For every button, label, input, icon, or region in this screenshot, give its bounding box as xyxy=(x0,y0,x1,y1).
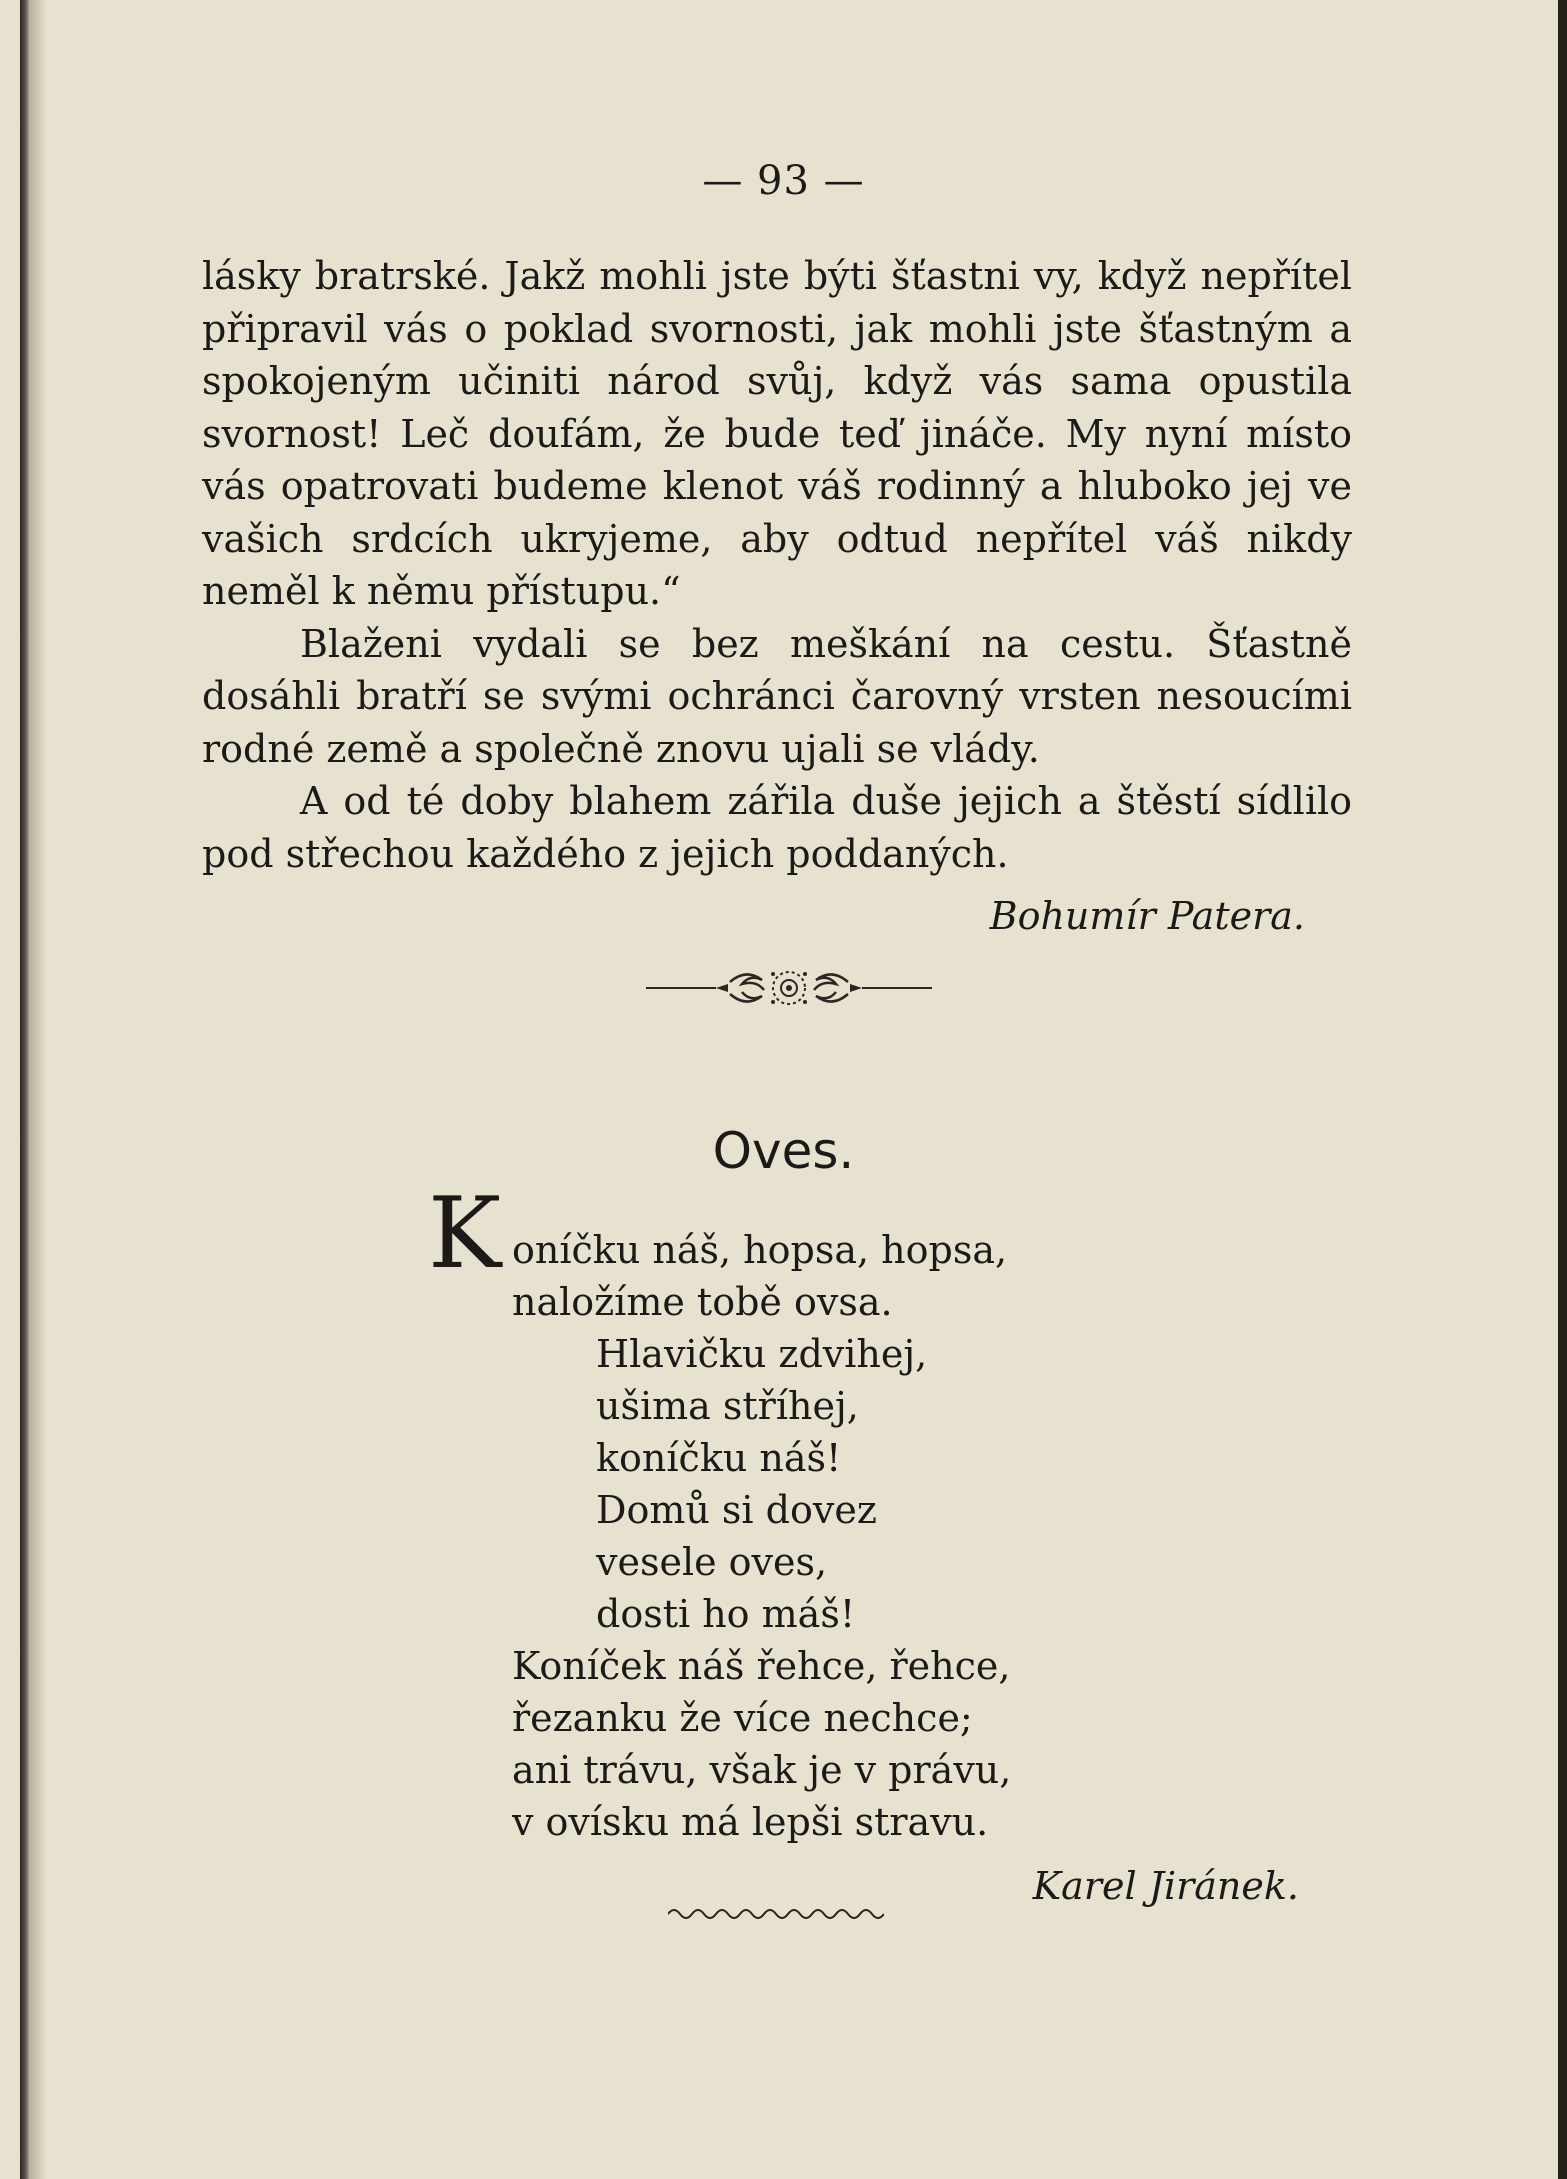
poem-line: naložíme tobě ovsa. xyxy=(512,1280,893,1324)
poem-dropcap: K xyxy=(428,1177,502,1291)
poem-line: v ovísku má lepši stravu. xyxy=(512,1800,989,1844)
fleuron-divider-icon xyxy=(646,960,932,1016)
page-binding-edge xyxy=(20,0,29,2179)
poem-line: řezanku že více nechce; xyxy=(512,1696,973,1740)
poem-line: dosti ho máš! xyxy=(596,1592,856,1636)
prose-paragraph: A od té doby blahem zářila duše jejich a štěstí sídlilo pod střechou každého z jejich poddaných. xyxy=(202,779,1352,876)
poem-line: ani trávu, však je v právu, xyxy=(512,1748,1012,1792)
poem-line: oníčku náš, hopsa, hopsa, xyxy=(512,1228,1008,1272)
poem-line: koníčku náš! xyxy=(596,1436,842,1480)
poem-line: Domů si dovez xyxy=(596,1488,877,1532)
wavy-rule-icon xyxy=(668,1902,884,1926)
poem-line: vesele oves, xyxy=(596,1540,828,1584)
prose-paragraph: lásky bratrské. Jakž mohli jste býti šťastni vy, když nepřítel připravil vás o poklad svornosti, jak mohli jste šťastným a spokojeným učiniti národ svůj, když vás sama opustila svornost! Leč doufám, že bude teď jináče. My nyní místo vás opatrovati budeme klenot váš rodinný a hluboko jej ve vašich srdcích ukryjeme, aby odtud nepřítel váš nikdy neměl k němu přístupu.“ xyxy=(202,254,1352,613)
prose-signature: Bohumír Patera. xyxy=(989,894,1305,938)
right-page-edge xyxy=(1558,0,1567,2179)
prose-block xyxy=(202,250,1352,880)
poem-line: Koníček náš řehce, řehce, xyxy=(512,1644,1011,1688)
poem-line: Hlavičku zdvihej, xyxy=(596,1332,928,1376)
poem-signature: Karel Jiránek. xyxy=(1032,1864,1299,1908)
binding-shadow xyxy=(29,0,47,2179)
page-number: — 93 — xyxy=(702,158,865,204)
poem-title: Oves. xyxy=(712,1122,855,1180)
poem-line: ušima stříhej, xyxy=(596,1384,859,1428)
prose-paragraph: Blaženi vydali se bez meškání na cestu. Šťastně dosáhli bratří se svými ochránci čarovný vrsten nesoucími rodné země a společně znovu ujali se vlády. xyxy=(202,621,1352,771)
